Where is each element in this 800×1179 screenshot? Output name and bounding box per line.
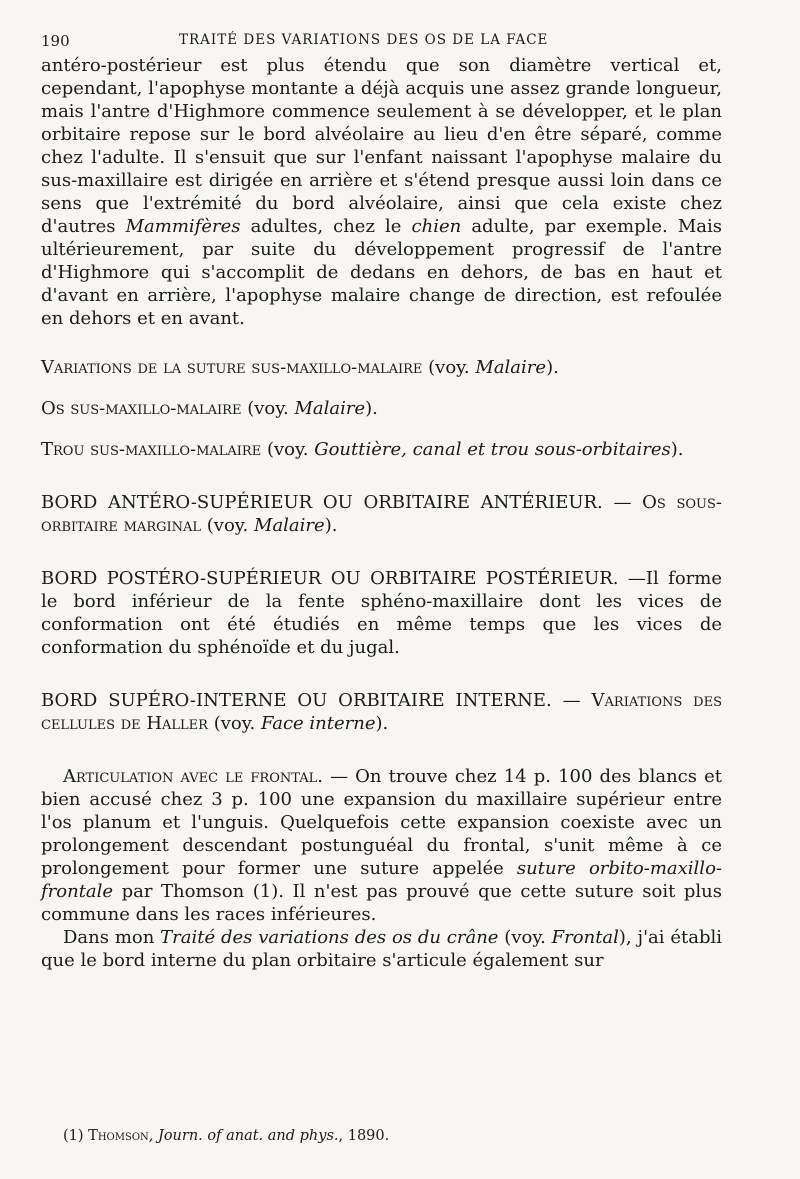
cross-reference: Gouttière, canal et trou sous-orbitaires bbox=[314, 439, 671, 460]
text-run: Dans mon bbox=[63, 927, 161, 948]
footnote-marker: (1) bbox=[63, 1128, 89, 1144]
articulation-paragraph bbox=[41, 765, 722, 926]
entry-variations-suture bbox=[41, 356, 722, 379]
section-heading: BORD POSTÉRO-SUPÉRIEUR OU ORBITAIRE POSTÉRIEUR. bbox=[41, 568, 619, 589]
text-run: — bbox=[602, 492, 643, 513]
cross-reference: Face interne bbox=[260, 713, 376, 734]
running-title: TRAITÉ DES VARIATIONS DES OS DE LA FACE bbox=[179, 32, 549, 48]
text-run: (voy. bbox=[241, 398, 295, 419]
entry-label: Articulation avec le frontal. bbox=[63, 766, 323, 787]
text-run: ). bbox=[670, 439, 684, 460]
text-run: , bbox=[148, 1128, 159, 1144]
italic-term: suture orbito-maxillo-frontale bbox=[41, 858, 722, 902]
page-body bbox=[41, 54, 722, 972]
cross-reference: Malaire bbox=[294, 398, 366, 419]
text-run: (voy. bbox=[201, 515, 255, 536]
entry-os-sus-maxillo-malaire bbox=[41, 397, 722, 420]
text-run: (voy. bbox=[498, 927, 552, 948]
text-run: adulte, par exemple. Mais ultérieurement, par suite du développement progressif de l'antre d'Highmore qui s'accomplit de dedans en dehors, de bas en haut et d'avant en arrière, l'apophyse malaire change de direction, est refoulée en dehors et en avant. bbox=[41, 216, 723, 329]
cross-reference: Malaire bbox=[475, 357, 547, 378]
italic-term: Frontal bbox=[551, 927, 619, 948]
text-run: (voy. bbox=[207, 713, 261, 734]
text-run: antéro-postérieur est plus étendu que son diamètre vertical et, cependant, l'apophyse montante a déjà acquis une assez grande longueur, mais l'antre d'Highmore commence seulement à se développer, et le plan orbitaire repose sur le bord alvéolaire au lieu d'en être séparé, comme chez l'adulte. Il s'ensuit que sur l'enfant naissant l'apophyse malaire du sus-maxillaire est dirigée en arrière et s'étend presque aussi loin dans ce sens que l'extrémité du bord alvéolaire, ainsi que cela existe chez d'autres bbox=[41, 55, 722, 237]
running-header bbox=[41, 28, 722, 54]
text-run: — bbox=[551, 690, 592, 711]
text-run: (voy. bbox=[422, 357, 476, 378]
text-run: ). bbox=[324, 515, 338, 536]
italic-term: Traité des variations des os du crâne bbox=[160, 927, 499, 948]
italic-term: chien bbox=[411, 216, 462, 237]
entry-label: Os sus-maxillo-malaire bbox=[41, 398, 242, 419]
text-run: ), j'ai établi que le bord interne du plan orbitaire s'articule également sur bbox=[41, 927, 723, 971]
entry-label: Variations des cellules de Haller bbox=[41, 690, 722, 734]
text-run: ). bbox=[546, 357, 559, 378]
text-run: — On trouve chez 14 p. 100 des blancs et bien accusé chez 3 p. 100 une expansion du maxillaire supérieur entre l'os planum et l'unguis. Quelquefois cette expansion coexiste avec un prolongement descendant postunguéal du frontal, s'unit même à ce prolongement pour former une suture appelée bbox=[41, 766, 722, 879]
entry-label: Variations de la suture sus-maxillo-malaire bbox=[41, 357, 423, 378]
section-bord-antero-superieur bbox=[41, 491, 722, 537]
text-run: —Il forme le bord inférieur de la fente sphéno-maxillaire dont les vices de conformation ont été étudiés en même temps que les vices de conformation du sphénoïde et du jugal. bbox=[41, 568, 722, 658]
entry-trou-sus-maxillo-malaire bbox=[41, 438, 722, 461]
page-number: 190 bbox=[41, 32, 70, 50]
section-bord-postero-superieur bbox=[41, 567, 722, 659]
italic-term: Mammifères bbox=[125, 216, 241, 237]
footnote bbox=[63, 1128, 389, 1144]
cross-reference: Malaire bbox=[254, 515, 325, 536]
text-run: par Thomson (1). Il n'est pas prouvé que cette suture soit plus commune dans les races inférieures. bbox=[41, 881, 722, 925]
opening-paragraph bbox=[41, 54, 722, 330]
text-run: ). bbox=[365, 398, 378, 419]
text-run: adultes, chez le bbox=[240, 216, 412, 237]
footnote-year: , 1890. bbox=[338, 1128, 390, 1144]
footnote-author: Thomson bbox=[88, 1128, 149, 1144]
closing-paragraph bbox=[41, 926, 722, 972]
section-bord-supero-interne bbox=[41, 689, 722, 735]
text-run: ). bbox=[375, 713, 389, 734]
entry-label: Os sous-orbitaire marginal bbox=[41, 492, 722, 536]
section-heading: BORD ANTÉRO-SUPÉRIEUR OU ORBITAIRE ANTÉRIEUR. bbox=[41, 492, 603, 513]
section-heading: BORD SUPÉRO-INTERNE OU ORBITAIRE INTERNE. bbox=[41, 690, 552, 711]
text-run: (voy. bbox=[261, 439, 315, 460]
footnote-journal: Journ. of anat. and phys. bbox=[158, 1128, 339, 1144]
entry-label: Trou sus-maxillo-malaire bbox=[41, 439, 262, 460]
